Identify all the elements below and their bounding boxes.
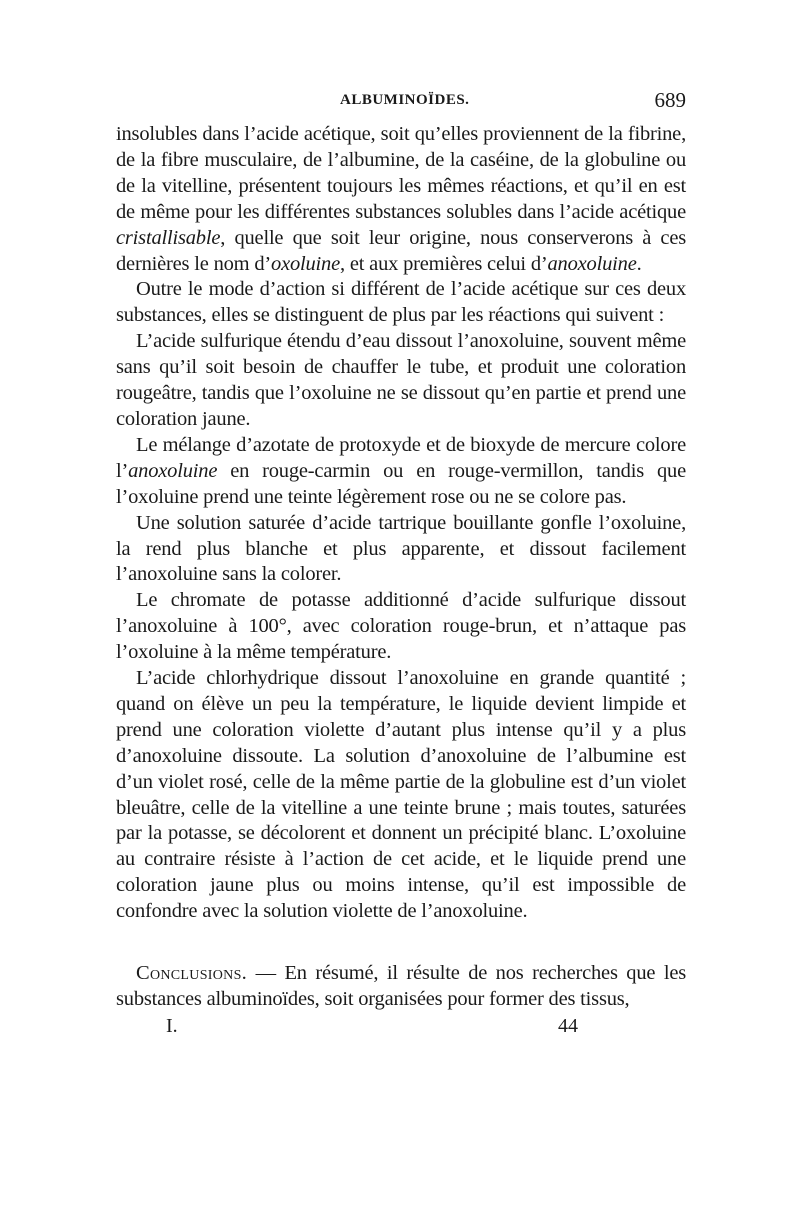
text-run: Le mélange d’azotate de protoxyde et de bioxyde de mercure colore l’ xyxy=(116,433,686,482)
signature-mark: I. xyxy=(166,1014,178,1037)
paragraph xyxy=(116,433,686,511)
text-run: Une solution saturée d’acide tartrique bouillante gonfle l’oxoluine, la rend plus blanche et plus apparente, et dissout facilement l’anoxoluine sans la colorer. xyxy=(116,511,686,586)
text-run: L’acide sulfurique étendu d’eau dissout l’anoxoluine, souvent même sans qu’il soit besoin de chauffer le tube, et produit une coloration rougeâtre, tandis que l’oxoluine ne se dissout qu’en partie et prend une coloration jaune. xyxy=(116,330,686,430)
section-heading: Conclusions. xyxy=(136,962,248,985)
text-run: Le chromate de potasse additionné d’acide sulfurique dissout l’anoxoluine à 100°, avec coloration rouge-brun, et n’attaque pas l’oxoluine à la même température. xyxy=(116,589,686,664)
paragraph xyxy=(116,961,686,1013)
text-run: L’acide chlorhydrique dissout l’anoxoluine en grande quantité ; quand on élève un peu la température, le liquide devient limpide et prend une coloration violette d’autant plus intense qu’il y a plus d’anoxoluine dissoute. La solution d’anoxoluine de l’albumine est d’un violet rosé, celle de la même partie de la globuline est d’un violet bleuâtre, celle de la vitelline a une teinte brune ; mais toutes, saturées par la potasse, se décolorent et donnent un précipité blanc. L’oxoluine au contraire résiste à l’action de cet acide, et le liquide prend une coloration jaune plus ou moins intense, qu’il est impossible de confondre avec la solution violette de l’anoxoluine. xyxy=(116,667,686,923)
paragraph xyxy=(116,329,686,433)
page-number: 689 xyxy=(654,88,686,112)
paragraph xyxy=(116,511,686,589)
text-run: insolubles dans l’acide acétique, soit qu’elles proviennent de la fibrine, de la fibre musculaire, de l’albumine, de la caséine, de la globuline ou de la vitelline, présentent toujours les mêmes réactions, et qu’il en est de même pour les différentes substances solubles dans l’acide acétique xyxy=(116,123,686,223)
body-text xyxy=(116,122,686,1013)
text-run: Outre le mode d’action si différent de l’acide acétique sur ces deux substances, elles se distinguent de plus par les réactions qui suivent : xyxy=(116,278,686,327)
paragraph xyxy=(116,666,686,925)
italic-term: anoxoluine xyxy=(128,459,218,482)
text-run: , quelle que soit leur origine, nous conserverons à ces dernières le nom d’ xyxy=(116,226,686,275)
italic-term: cristallisable xyxy=(116,226,221,249)
italic-term: anoxoluine xyxy=(547,252,637,275)
running-head: ALBUMINOÏDES. xyxy=(340,92,470,108)
text-run: , et aux premières celui d’ xyxy=(340,252,548,275)
text-run: — En résumé, il résulte de nos recherches que les substances albuminoïdes, soit organisées pour former des tissus, xyxy=(116,962,686,1010)
paragraph xyxy=(116,588,686,666)
text-run: . xyxy=(636,252,642,275)
paragraph xyxy=(116,122,686,277)
text-run: en rouge-carmin ou en rouge-vermillon, tandis que l’oxoluine prend une teinte légèrement rose ou ne se colore pas. xyxy=(116,459,686,508)
page-header xyxy=(116,88,686,122)
paragraph xyxy=(116,277,686,329)
document-page xyxy=(116,88,686,1043)
page-footer xyxy=(116,1015,686,1043)
italic-term: oxoluine xyxy=(271,252,341,275)
sheet-number: 44 xyxy=(558,1014,578,1037)
